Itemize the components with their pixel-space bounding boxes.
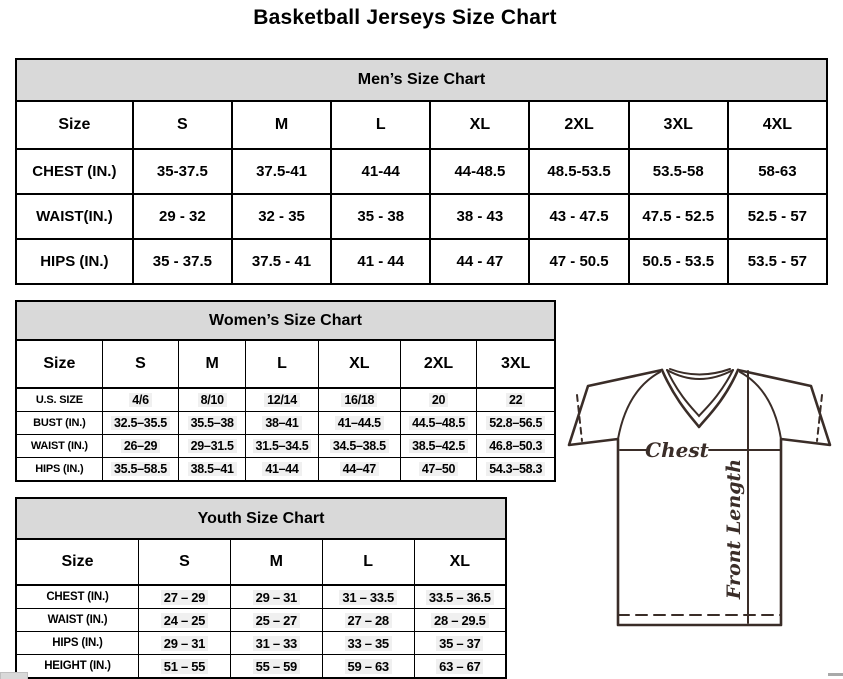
column-header-cell: Size <box>16 101 133 149</box>
row-label-cell: CHEST (IN.) <box>16 149 133 194</box>
value-cell <box>179 458 246 482</box>
value-text: 26–29 <box>121 439 160 453</box>
value-cell <box>331 239 430 284</box>
value-text: 33 – 35 <box>345 636 392 651</box>
value-cell <box>430 149 529 194</box>
value-cell <box>246 435 319 458</box>
value-cell <box>322 655 414 679</box>
page-title: Basketball Jerseys Size Chart <box>253 6 557 29</box>
row-label-cell: U.S. SIZE <box>16 388 102 412</box>
value-text: 28 – 29.5 <box>431 613 489 628</box>
value-text: 35 – 37 <box>436 636 483 651</box>
value-text: 27 – 28 <box>345 613 392 628</box>
scrollbar-fragment[interactable] <box>828 673 843 676</box>
column-header-cell: L <box>322 539 414 585</box>
value-cell <box>331 149 430 194</box>
value-text: 32 - 35 <box>258 208 305 225</box>
value-text: 29 – 31 <box>253 590 300 605</box>
value-text: 37.5-41 <box>256 163 307 180</box>
value-cell <box>322 585 414 609</box>
value-text: 25 – 27 <box>253 613 300 628</box>
row-label-cell: HIPS (IN.) <box>16 458 102 482</box>
value-cell <box>133 239 232 284</box>
column-header-cell: 3XL <box>477 340 555 388</box>
value-cell <box>400 412 477 435</box>
right-armhole-seam <box>740 372 781 439</box>
row-label-cell: HEIGHT (IN.) <box>16 655 139 679</box>
value-text: 52.5 - 57 <box>747 208 808 225</box>
value-cell <box>529 194 628 239</box>
value-cell <box>414 655 506 679</box>
value-cell <box>430 194 529 239</box>
value-text: 44–47 <box>340 462 379 476</box>
table-title-row <box>16 301 555 340</box>
value-text: 35.5–58.5 <box>111 462 170 476</box>
column-header-cell: S <box>133 101 232 149</box>
value-text: 47 - 50.5 <box>549 253 609 270</box>
value-text: 58-63 <box>758 163 797 180</box>
value-cell <box>318 388 400 412</box>
value-cell <box>230 585 322 609</box>
row-label-cell: WAIST(IN.) <box>16 194 133 239</box>
value-text: 35-37.5 <box>156 163 208 180</box>
value-cell <box>230 609 322 632</box>
value-cell <box>728 194 827 239</box>
womens-size-table <box>15 300 556 482</box>
value-text: 46.8–50.3 <box>486 439 545 453</box>
value-text: 34.5–38.5 <box>330 439 389 453</box>
value-cell <box>728 149 827 194</box>
table-row <box>16 655 506 679</box>
value-cell <box>414 632 506 655</box>
value-text: 20 <box>429 393 448 407</box>
value-text: 44 - 47 <box>456 253 504 270</box>
value-cell <box>232 239 331 284</box>
value-cell <box>139 632 231 655</box>
value-text: 63 – 67 <box>436 659 483 674</box>
jersey-outline <box>569 370 830 625</box>
column-header-cell: 2XL <box>400 340 477 388</box>
value-cell <box>246 458 319 482</box>
value-text: 47.5 - 52.5 <box>642 208 715 225</box>
value-text: 38–41 <box>262 416 301 430</box>
value-cell <box>529 239 628 284</box>
value-cell <box>102 412 179 435</box>
table-title-row <box>16 59 827 101</box>
column-header-cell: 2XL <box>529 101 628 149</box>
value-text: 37.5 - 41 <box>251 253 312 270</box>
column-header-cell: 4XL <box>728 101 827 149</box>
value-cell <box>414 585 506 609</box>
row-label-cell: CHEST (IN.) <box>16 585 139 609</box>
value-cell <box>246 412 319 435</box>
value-cell <box>133 149 232 194</box>
value-cell <box>102 458 179 482</box>
table-row <box>16 412 555 435</box>
value-cell <box>728 239 827 284</box>
value-text: 4/6 <box>129 393 151 407</box>
left-armhole-seam <box>618 372 660 439</box>
value-text: 38.5–41 <box>188 462 237 476</box>
column-header-cell: M <box>232 101 331 149</box>
value-text: 29 – 31 <box>161 636 208 651</box>
table-row <box>16 194 827 239</box>
table-row <box>16 632 506 655</box>
value-text: 8/10 <box>198 393 227 407</box>
value-text: 24 – 25 <box>161 613 208 628</box>
value-cell <box>230 655 322 679</box>
column-header-cell: S <box>139 539 231 585</box>
table-row <box>16 388 555 412</box>
value-cell <box>179 388 246 412</box>
table-row <box>16 458 555 482</box>
value-cell <box>102 388 179 412</box>
value-text: 41-44 <box>361 163 400 180</box>
value-cell <box>179 435 246 458</box>
column-header-cell: M <box>179 340 246 388</box>
value-cell <box>179 412 246 435</box>
value-text: 48.5-53.5 <box>547 163 611 180</box>
row-label-cell: WAIST (IN.) <box>16 435 102 458</box>
column-header-cell: Size <box>16 539 139 585</box>
value-cell <box>629 194 728 239</box>
column-header-cell: 3XL <box>629 101 728 149</box>
value-text: 51 – 55 <box>161 659 208 674</box>
value-text: 27 – 29 <box>161 590 208 605</box>
value-text: 33.5 – 36.5 <box>426 590 494 605</box>
value-text: 35 - 37.5 <box>152 253 212 270</box>
value-cell <box>318 435 400 458</box>
value-cell <box>246 388 319 412</box>
value-text: 55 – 59 <box>253 659 300 674</box>
youth-size-table <box>15 497 507 679</box>
value-text: 47–50 <box>419 462 458 476</box>
value-text: 59 – 63 <box>345 659 392 674</box>
table-row <box>16 149 827 194</box>
value-cell <box>139 585 231 609</box>
value-cell <box>232 194 331 239</box>
table-title-row <box>16 498 506 539</box>
value-cell <box>477 458 555 482</box>
value-text: 31 – 33 <box>253 636 300 651</box>
value-cell <box>322 609 414 632</box>
value-text: 41–44 <box>262 462 301 476</box>
mens-size-table <box>15 58 828 285</box>
column-header-cell: XL <box>430 101 529 149</box>
value-text: 53.5 - 57 <box>747 253 808 270</box>
value-text: 38.5–42.5 <box>409 439 468 453</box>
value-text: 32.5–35.5 <box>111 416 170 430</box>
table-row <box>16 585 506 609</box>
value-cell <box>477 412 555 435</box>
value-text: 22 <box>506 393 525 407</box>
column-header-row <box>16 340 555 388</box>
value-text: 53.5-58 <box>652 163 704 180</box>
column-header-cell: M <box>230 539 322 585</box>
column-header-cell: L <box>331 101 430 149</box>
value-cell <box>230 632 322 655</box>
value-cell <box>629 149 728 194</box>
value-text: 31 – 33.5 <box>339 590 397 605</box>
value-text: 54.3–58.3 <box>486 462 545 476</box>
value-cell <box>529 149 628 194</box>
value-text: 52.8–56.5 <box>486 416 545 430</box>
collar-arc-2 <box>670 369 730 375</box>
value-text: 50.5 - 53.5 <box>642 253 715 270</box>
row-label-cell: HIPS (IN.) <box>16 632 139 655</box>
value-cell <box>139 609 231 632</box>
womens-size-chart <box>15 300 556 482</box>
front-length-label: Front Length <box>723 458 745 600</box>
value-text: 41–44.5 <box>335 416 384 430</box>
value-cell <box>133 194 232 239</box>
row-label-cell: WAIST (IN.) <box>16 609 139 632</box>
value-cell <box>322 632 414 655</box>
table-title: Men’s Size Chart <box>16 59 827 101</box>
table-title: Women’s Size Chart <box>16 301 555 340</box>
value-cell <box>331 194 430 239</box>
column-header-cell: S <box>102 340 179 388</box>
table-title: Youth Size Chart <box>16 498 506 539</box>
value-cell <box>139 655 231 679</box>
mens-size-chart <box>15 58 828 285</box>
column-header-row <box>16 539 506 585</box>
column-header-row <box>16 101 827 149</box>
value-cell <box>430 239 529 284</box>
value-text: 29–31.5 <box>188 439 237 453</box>
value-text: 44-48.5 <box>454 163 506 180</box>
jersey-measurement-diagram <box>556 356 841 636</box>
table-row <box>16 239 827 284</box>
column-header-cell: Size <box>16 340 102 388</box>
table-row <box>16 435 555 458</box>
value-cell <box>400 458 477 482</box>
value-text: 43 - 47.5 <box>549 208 609 225</box>
table-row <box>16 609 506 632</box>
row-label-cell: HIPS (IN.) <box>16 239 133 284</box>
value-text: 31.5–34.5 <box>253 439 312 453</box>
youth-size-chart <box>15 497 507 679</box>
chest-label: Chest <box>645 438 709 462</box>
value-text: 35 - 38 <box>357 208 405 225</box>
value-text: 41 - 44 <box>357 253 405 270</box>
value-text: 44.5–48.5 <box>409 416 468 430</box>
value-cell <box>318 458 400 482</box>
value-text: 16/18 <box>341 393 377 407</box>
value-cell <box>414 609 506 632</box>
value-text: 12/14 <box>264 393 300 407</box>
value-text: 38 - 43 <box>456 208 504 225</box>
value-text: 35.5–38 <box>188 416 237 430</box>
value-cell <box>477 435 555 458</box>
row-label-cell: BUST (IN.) <box>16 412 102 435</box>
column-header-cell: XL <box>318 340 400 388</box>
column-header-cell: XL <box>414 539 506 585</box>
value-cell <box>477 388 555 412</box>
value-cell <box>232 149 331 194</box>
column-header-cell: L <box>246 340 319 388</box>
value-cell <box>318 412 400 435</box>
value-text: 29 - 32 <box>159 208 206 225</box>
horizontal-scrollbar-fragment[interactable] <box>0 672 28 679</box>
value-cell <box>400 435 477 458</box>
value-cell <box>629 239 728 284</box>
value-cell <box>400 388 477 412</box>
value-cell <box>102 435 179 458</box>
vneck-band <box>667 370 733 416</box>
